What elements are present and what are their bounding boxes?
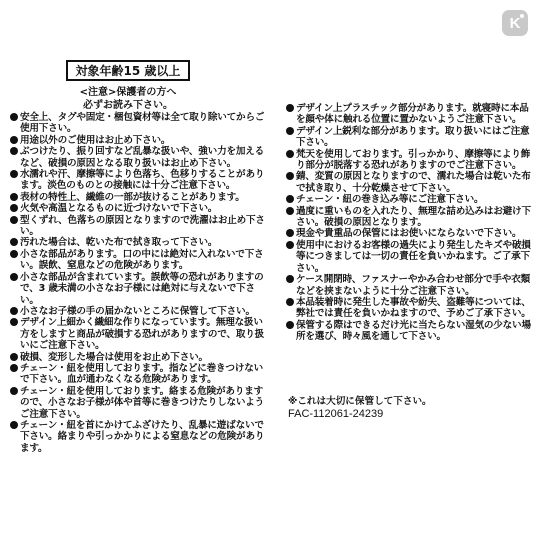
caution-item: [286, 228, 536, 239]
caution-item-text: 安全上、タグや固定・梱包資材等は全て取り除いてからご使用下さい。: [20, 112, 265, 135]
bullet-icon: [10, 193, 18, 201]
caution-item-text: 保管する際はできるだけ光に当たらない湿気の少ない場所を選び、時々風を通して下さい。: [296, 319, 531, 343]
bullet-icon: [286, 275, 294, 283]
age-label-box: [66, 60, 190, 81]
bullet-icon: [10, 216, 18, 224]
bullet-icon: [10, 113, 18, 121]
caution-item: [286, 126, 536, 149]
caution-header: [66, 86, 190, 112]
logo-dot: [520, 14, 524, 18]
caution-item-text: 本品装着時に発生した事故や紛失、盗難等については、弊社では責任を負いかねますので、予めご了承下さい。: [296, 296, 531, 320]
caution-item: [10, 169, 272, 192]
caution-item-text: 用途以外のご使用はお止め下さい。: [20, 134, 171, 146]
bullet-icon: [286, 195, 294, 203]
caution-item-text: 錆、変質の原因となりますので、濡れた場合は乾いた布で拭き取り、十分乾燥させて下さい。: [296, 171, 531, 194]
bullet-icon: [10, 421, 18, 429]
product-code: FAC-112061-24239: [288, 408, 384, 420]
caution-item-text: デザイン上鋭利な部分があります。取り扱いにはご注意下さい。: [296, 125, 530, 149]
caution-item: [10, 306, 272, 317]
caution-line-2: 必ずお読み下さい。: [83, 100, 173, 111]
caution-item: [10, 215, 272, 238]
bullet-icon: [286, 207, 294, 215]
caution-item: [10, 386, 272, 420]
caution-item: [286, 297, 536, 320]
caution-item: [286, 149, 536, 172]
bullet-icon: [10, 250, 18, 258]
caution-item-text: 過度に重いものを入れたり、無理な詰め込みはお避け下さい。破損の原因となります。: [296, 205, 531, 229]
caution-item: [286, 171, 536, 194]
caution-item: [10, 352, 272, 363]
caution-item-text: 水濡れや汗、摩擦等により色落ち、色移りすることがあります。淡色のものとの接触には十分ご注意下さい。: [20, 169, 265, 192]
bullet-icon: [10, 387, 18, 395]
caution-item: [10, 317, 272, 351]
caution-item: [10, 112, 272, 135]
right-caution-list: [286, 103, 536, 343]
bullet-icon: [286, 229, 294, 237]
storage-note: ※これは大切に保管して下さい。: [288, 396, 432, 407]
caution-item-text: 汚れた場合は、乾いた布で拭き取って下さい。: [20, 237, 218, 249]
bullet-icon: [10, 136, 18, 144]
caution-item-text: チェーン・紐の巻き込み等にご注意下さい。: [296, 194, 484, 206]
caution-item: [10, 363, 272, 386]
caution-item: [286, 320, 536, 343]
bullet-icon: [286, 172, 294, 180]
caution-item-text: 小さな部品があります。口の中には絶対に入れないで下さい。誤飲、窒息などの危険があります。: [20, 248, 264, 272]
caution-item: [10, 203, 272, 214]
caution-item: [286, 274, 536, 297]
caution-item-text: 使用中におけるお客様の過失により発生したキズや破損等につきましては一切の責任を負いかねます。ご了承下さい。: [296, 239, 531, 274]
caution-item-text: 表材の特性上、繊維の一部が抜けることがあります。: [20, 191, 245, 203]
caution-item: [286, 103, 536, 126]
bullet-icon: [10, 147, 18, 155]
caution-item: [286, 240, 536, 274]
caution-item-text: ケース開閉時、ファスナーやかみ合わせ部分で手や衣類などを挟まないように十分ご注意下さい。: [296, 274, 530, 297]
bullet-icon: [286, 127, 294, 135]
bullet-icon: [10, 364, 18, 372]
bullet-icon: [286, 298, 294, 306]
caution-line-1: <注意>保護者の方へ: [79, 87, 177, 98]
bullet-icon: [286, 241, 294, 249]
k-logo-letter: K: [509, 14, 521, 32]
caution-item-text: チェーン・紐を使用しております。指などに巻きつけないで下さい。血が通わなくなる危険があります。: [20, 362, 263, 386]
caution-item: [10, 420, 272, 454]
caution-item-text: 火気や高温となるものに近づけないで下さい。: [20, 203, 218, 215]
caution-item-text: 破損、変形した場合は使用をお止め下さい。: [20, 351, 208, 363]
bullet-icon: [286, 150, 294, 158]
caution-item: [10, 146, 272, 169]
caution-item-text: 型くずれ、色落ちの原因となりますので洗濯はお止め下さい。: [20, 214, 265, 238]
caution-item-text: デザイン上プラスチック部分があります。就寝時に本品を顔や体に触れる位置に置かないようご注意下さい。: [296, 103, 529, 126]
caution-item: [286, 206, 536, 229]
bullet-icon: [10, 204, 18, 212]
caution-item-text: 梵天を使用しております。引っかかり、摩擦等により飾り部分が脱落する恐れがありますのでご注意下さい。: [296, 148, 531, 172]
left-caution-list: [10, 112, 272, 454]
bullet-icon: [286, 104, 294, 112]
caution-item-text: 現金や貴重品の保管にはお使いにならないで下さい。: [296, 228, 522, 240]
caution-item: [10, 237, 272, 248]
caution-item: [10, 135, 272, 146]
caution-item-text: チェーン・紐を使用しております。絡まる危険がありますので、小さなお子様が体や首等に巻きつけたりしないようご注意下さい。: [20, 385, 265, 420]
bullet-icon: [10, 307, 18, 315]
bullet-icon: [286, 321, 294, 329]
bullet-icon: [10, 170, 18, 178]
caution-item-text: 小さなお子様の手の届かないところに保管して下さい。: [20, 305, 255, 317]
caution-item: [10, 272, 272, 306]
caution-item: [10, 192, 272, 203]
caution-item-text: デザイン上細かく繊細な作りになっています。無理な扱い方をしますと商品が破損する恐れがありますので、取り扱いにご注意下さい。: [20, 317, 265, 352]
k-logo-icon: [502, 10, 528, 36]
bullet-icon: [10, 318, 18, 326]
bullet-icon: [10, 273, 18, 281]
caution-item: [10, 249, 272, 272]
bullet-icon: [10, 238, 18, 246]
caution-item-text: チェーン・紐を首にかけてふざけたり、乱暴に遊ばないで下さい。絡まりや引っかかりによる窒息などの危険があります。: [20, 419, 265, 454]
caution-item: [286, 194, 536, 205]
caution-item-text: ぶつけたり、振り回すなど乱暴な扱いや、強い力を加えるなど、破損の原因となる取り扱いはお止め下さい。: [20, 146, 265, 169]
age-label: 対象年齢15 歳以上: [75, 64, 181, 78]
caution-item-text: 小さな部品が含まれています。誤飲等の恐れがありますので、3 歳未満の小さなお子様には絶対に与えないで下さい。: [20, 271, 264, 306]
bullet-icon: [10, 353, 18, 361]
